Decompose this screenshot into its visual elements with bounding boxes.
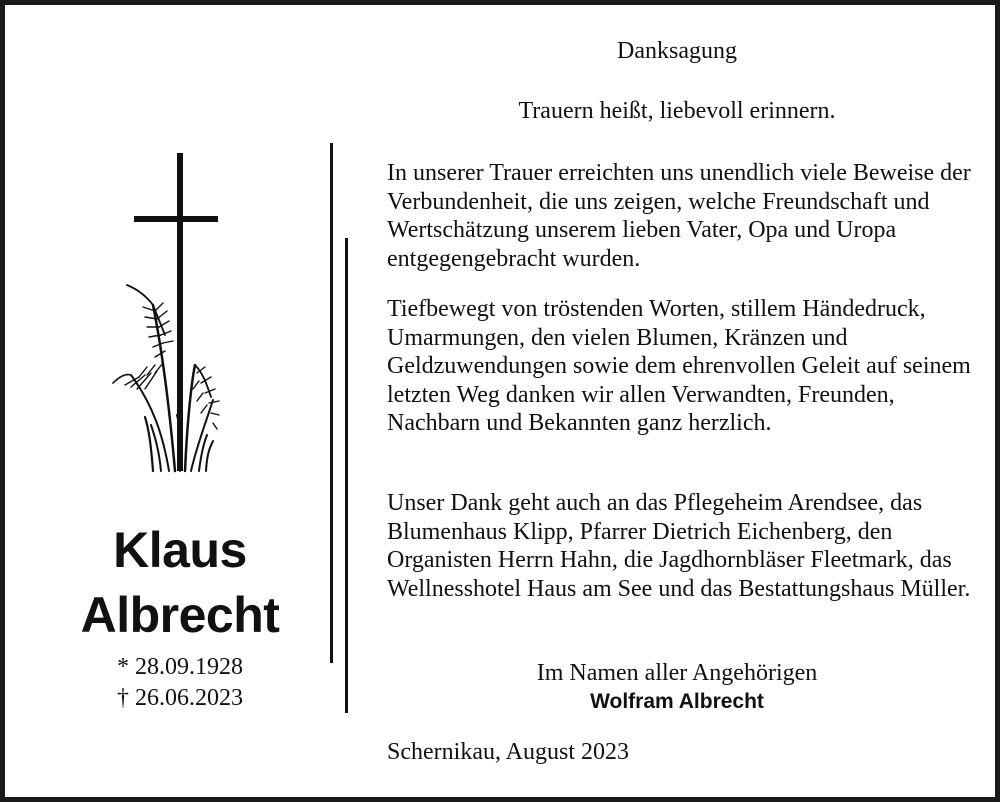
death-date: † 26.06.2023 — [117, 685, 243, 711]
signature-line: Im Namen aller Angehörigen — [536, 660, 818, 686]
place-date: Schernikau, August 2023 — [387, 739, 629, 765]
cross-with-wheat-icon — [35, 5, 325, 475]
thanks-paragraph: Tiefbewegt von tröstenden Worten, stillem Händedruck, Umarmungen, den vielen Blumen, Kränzen und Geldzuwendungen sowie dem ehrenvollen Geleit auf seinem letzten Weg danken wir allen Verwandten, Freunden, Nachbarn und Bekannten ganz herzlich. — [387, 296, 971, 436]
last-name: Albrecht — [80, 587, 280, 643]
obituary-card — [5, 5, 995, 797]
thanks-paragraph: Unser Dank geht auch an das Pflegeheim Arendsee, das Blumenhaus Klipp, Pfarrer Dietrich Eichenberg, den Organisten Herrn Hahn, die Jagdhornbläser Fleetmark, das Wellnesshotel Haus am See und das Bestattungshaus Müller. — [387, 490, 971, 602]
notice-heading: Danksagung — [617, 38, 737, 64]
divider-line — [330, 143, 333, 663]
signature-name: Wolfram Albrecht — [590, 690, 764, 713]
divider-line — [345, 238, 348, 713]
birth-date: * 28.09.1928 — [117, 654, 243, 680]
left-column — [35, 5, 325, 797]
notice-motto: Trauern heißt, liebevoll erinnern. — [518, 98, 836, 124]
first-name: Klaus — [113, 522, 247, 578]
thanks-paragraph: In unserer Trauer erreichten uns unendlich viele Beweise der Verbundenheit, die uns zeigen, welche Freundschaft und Wertschätzung unserem lieben Vater, Opa und Uropa entgegengebracht wurden. — [387, 160, 971, 272]
